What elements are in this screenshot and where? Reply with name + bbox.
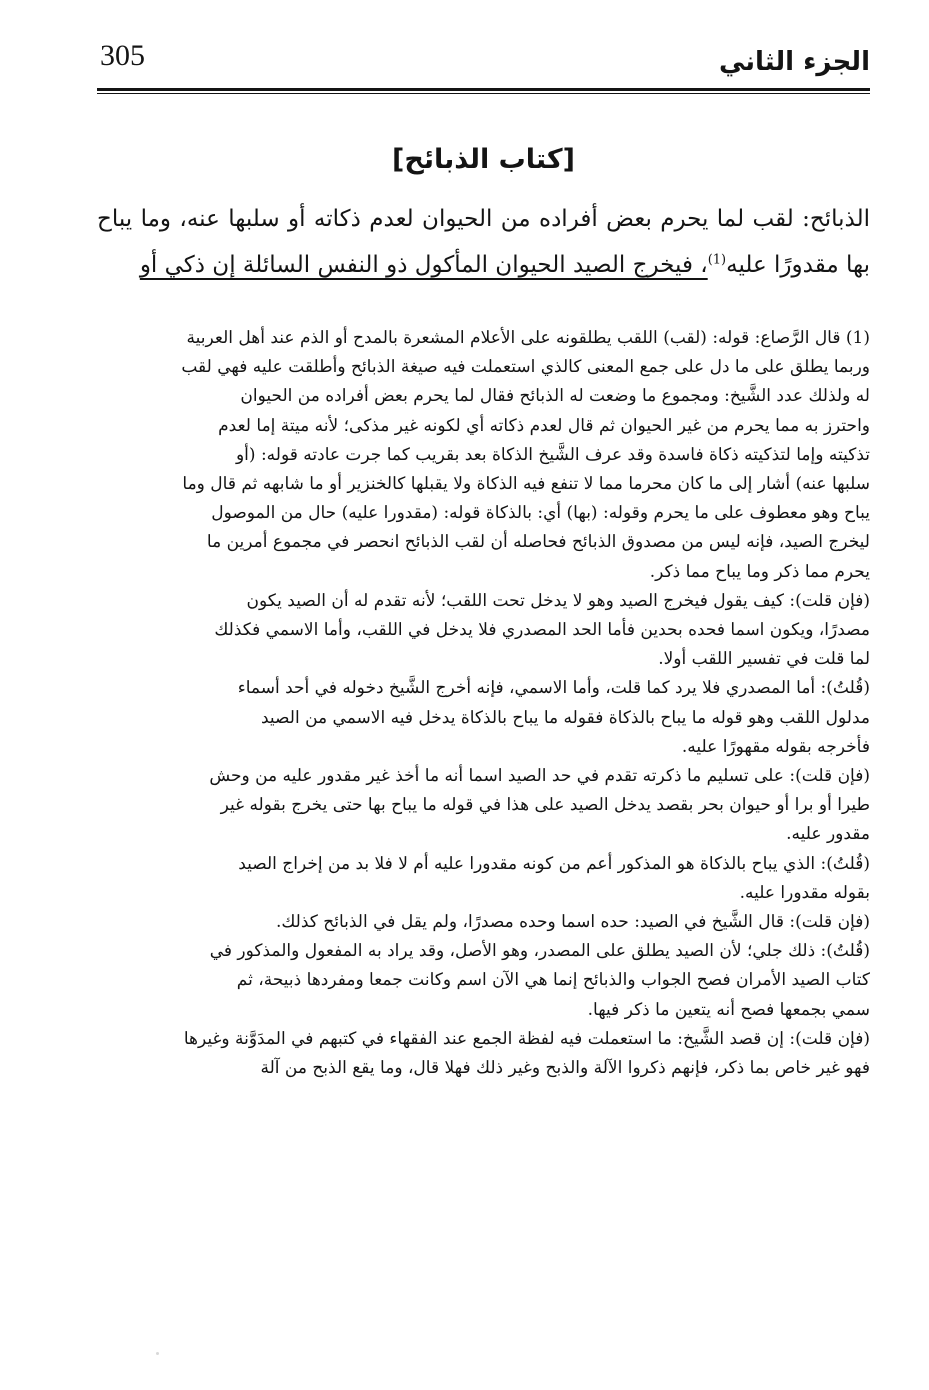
footnote-line: (فإن قلت): كيف يقول فيخرج الصيد وهو لا يدخل تحت اللقب؛ لأنه تقدم له أن الصيد يكون [246, 590, 870, 611]
main-text-part1: الذبائح: لقب لما يحرم بعض أفراده من الحيوان لعدم ذكاته أو سلبها عنه، وما يباح بها مقدورًا عليه [97, 206, 870, 278]
header-rule-thin [97, 93, 870, 94]
part-title: الجزء الثاني [718, 47, 870, 77]
footnotes [97, 324, 870, 1083]
chapter-title: [كتاب الذبائح] [392, 144, 575, 175]
footnote-line: (1) قال الرَّصاع: قوله: (لقب) اللقب يطلقونه على الأعلام المشعرة بالمدح أو الذم عند أهل العربية [186, 328, 870, 348]
main-text [97, 196, 870, 288]
scan-speck [156, 1352, 159, 1355]
footnote-line: (فإن قلت): قال الشَّيخ في الصيد: حده اسما وحده مصدرًا، ولم يقل في الذبائح كذلك. [275, 912, 870, 933]
footnote-line: سمي بجمعها فصح أنه يتعين ما ذكر فيها. [587, 999, 870, 1020]
footnote-reference[interactable]: (1) [707, 252, 727, 268]
header-rule [97, 88, 870, 91]
footnote-line: طيرا أو برا أو حيوان بحر بقصد يدخل الصيد على هذا في قوله ما يباح بها حتى يخرج بقوله غير [220, 795, 870, 816]
footnote-line: يباح وهو معطوف على ما يحرم وقوله: (بها) أي: بالذكاة قوله: (مقدورا عليه) حال من الموصول [211, 503, 870, 524]
footnote-line: واحترز به مما يحرم من غير الحيوان ثم قال لعدم ذكاته أي لكونه غير مذكى؛ لأنه ميتة إما لعدم [218, 415, 870, 436]
footnote-line: مدلول اللقب وهو قوله ما يباح بالذكاة فقوله ما يباح بالذكاة يدخل فيه الاسمي من الصيد [261, 707, 870, 728]
footnote-line: (قُلتُ): ذلك جلي؛ لأن الصيد يطلق على المصدر، وهو الأصل، وقد يراد به المفعول والمذكور في [209, 941, 870, 962]
footnote-line: ليخرج الصيد، فإنه ليس من مصدوق الذبائح فحاصله أن لقب الذبائح انحصر في مجموع أمرين ما [206, 532, 870, 553]
footnote-line: فهو غير خاص بما ذكر، فإنهم ذكروا الآلة والذبح وغير ذلك فهلا قال، وما يقع الذبح من آلة [260, 1058, 870, 1079]
main-text-part2: ، فيخرج الصيد الحيوان المأكول ذو النفس السائلة إن ذكي أو [139, 252, 708, 278]
footnote-line: يحرم مما ذكر وما يباح مما ذكر. [649, 561, 870, 582]
footnote-line: لما قلت في تفسير اللقب أولا. [658, 649, 870, 670]
footnote-line: (فإن قلت): إن قصد الشَّيخ: ما استعملت فيه لفظة الجمع عند الفقهاء في كتبهم في المدَوَّنة وغيرها [183, 1028, 870, 1049]
footnote-line: (فإن قلت): على تسليم ما ذكرته تقدم في حد الصيد اسما أنه ما أخذ غير مقدور عليه من وحش [209, 766, 870, 787]
footnote-line: مقدور عليه. [786, 824, 870, 845]
footnote-line: بقوله مقدورا عليه. [739, 882, 870, 903]
footnote-line: كتاب الصيد الأمران فصح الجواب والذبائح إنما هي الآن اسم وكانت جمعا ومفردها ذبيحة، ثم [236, 970, 870, 991]
footnote-line: مصدرًا، ويكون اسما فحده بحدين فأما الحد المصدري فلا يدخل في اللقب، وأما الاسمي فكذلك [214, 620, 870, 641]
footnote-line: تذكيته وإما لتذكيته ذكاة فاسدة وقد عرف الشَّيخ الذكاة بعد بقريب كما جرت عادته قوله: (أو [235, 444, 870, 465]
page-number: 305 [100, 39, 145, 72]
footnote-line: سلبها عنه) أشار إلى ما كان محرما مما لا تنفع فيه الذكاة ولا يقبلها كالخنزير أو ما شابهه ثم قال وما [182, 474, 870, 495]
page-header [97, 36, 870, 94]
footnote-line: فأخرجه بقوله مقهورًا عليه. [681, 736, 870, 757]
footnote-line: (قُلتُ): أما المصدري فلا يرد كما قلت، وأما الاسمي، فإنه أخرج الشَّيخ دخوله في أحد أسماء [237, 678, 870, 699]
footnote-line: له ولذلك عدد الشَّيخ: ومجموع ما وضعت له الذبائح فقال لما يحرم بعض أفراده من الحيوان [240, 386, 870, 407]
footnote-line: (قُلتُ): الذي يباح بالذكاة هو المذكور أعم من كونه مقدورا عليه أم لا فلا بد من إخراج الصيد [238, 853, 870, 874]
footnote-line: وربما يطلق على ما دل على جمع المعنى كالذي استعملت فيه صيغة الذبائح وأطلقت عليه فهي لقب [181, 357, 870, 378]
